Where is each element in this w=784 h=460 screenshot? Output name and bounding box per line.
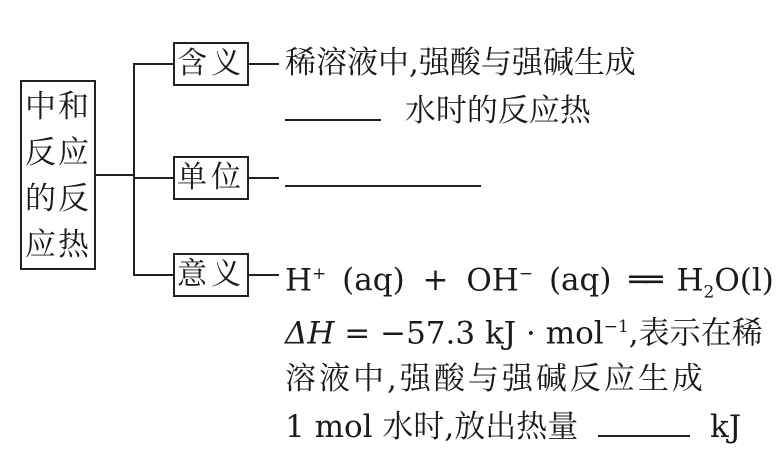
significance-line-4-label: 1 mol 水时,放出热量 bbox=[285, 409, 579, 445]
eq-equals-arrow: ══ bbox=[629, 262, 659, 299]
delta-h-tail: ,表示在稀 bbox=[628, 315, 763, 352]
node-significance: 意义 bbox=[173, 253, 249, 297]
branch-significance-connector bbox=[133, 274, 173, 276]
eq-o-liquid: O(l) bbox=[714, 262, 774, 299]
eq-oh-charge: − bbox=[518, 264, 534, 284]
meaning-blank[interactable] bbox=[285, 89, 381, 121]
heat-value-blank[interactable] bbox=[598, 405, 690, 437]
root-line-3: 的反 bbox=[25, 181, 91, 217]
significance-dash bbox=[249, 274, 279, 276]
delta-h-symbol: ΔH bbox=[285, 315, 335, 352]
eq-h: H bbox=[285, 262, 313, 299]
meaning-dash bbox=[249, 63, 279, 65]
delta-h-exponent: −1 bbox=[603, 317, 629, 337]
root-line-4: 应热 bbox=[25, 227, 91, 263]
node-meaning: 含义 bbox=[173, 42, 249, 86]
unit-kj: kJ bbox=[709, 409, 742, 445]
root-line-1: 中和 bbox=[25, 89, 91, 125]
eq-h-charge: + bbox=[312, 264, 327, 284]
eq-aq-2: (aq) bbox=[548, 262, 612, 299]
unit-dash bbox=[249, 177, 279, 179]
significance-text-line-4 bbox=[285, 404, 741, 450]
vertical-spine bbox=[133, 63, 135, 275]
meaning-text-line-2 bbox=[285, 88, 591, 134]
root-node-neutralization-heat bbox=[20, 80, 96, 270]
branch-meaning-connector bbox=[133, 63, 173, 65]
unit-blank[interactable] bbox=[285, 155, 481, 187]
eq-h2: H bbox=[676, 262, 704, 299]
root-line-2: 反应 bbox=[25, 135, 91, 171]
eq-plus: + bbox=[422, 262, 449, 299]
eq-h2-subscript: 2 bbox=[703, 282, 715, 303]
meaning-text-line-2-label: 水时的反应热 bbox=[404, 93, 591, 129]
trunk-connector bbox=[96, 174, 134, 176]
significance-delta-h bbox=[285, 304, 763, 356]
branch-unit-connector bbox=[133, 177, 173, 179]
node-unit: 单位 bbox=[173, 156, 249, 200]
unit-text bbox=[285, 154, 481, 200]
meaning-text-line-1: 稀溶液中,强酸与强碱生成 bbox=[285, 45, 636, 81]
significance-text-line-3: 溶液中,强酸与强碱反应生成 bbox=[285, 361, 706, 397]
eq-aq-1: (aq) bbox=[342, 262, 405, 299]
delta-h-value: = −57.3 kJ · mol bbox=[344, 315, 604, 352]
eq-oh: OH bbox=[466, 262, 519, 299]
